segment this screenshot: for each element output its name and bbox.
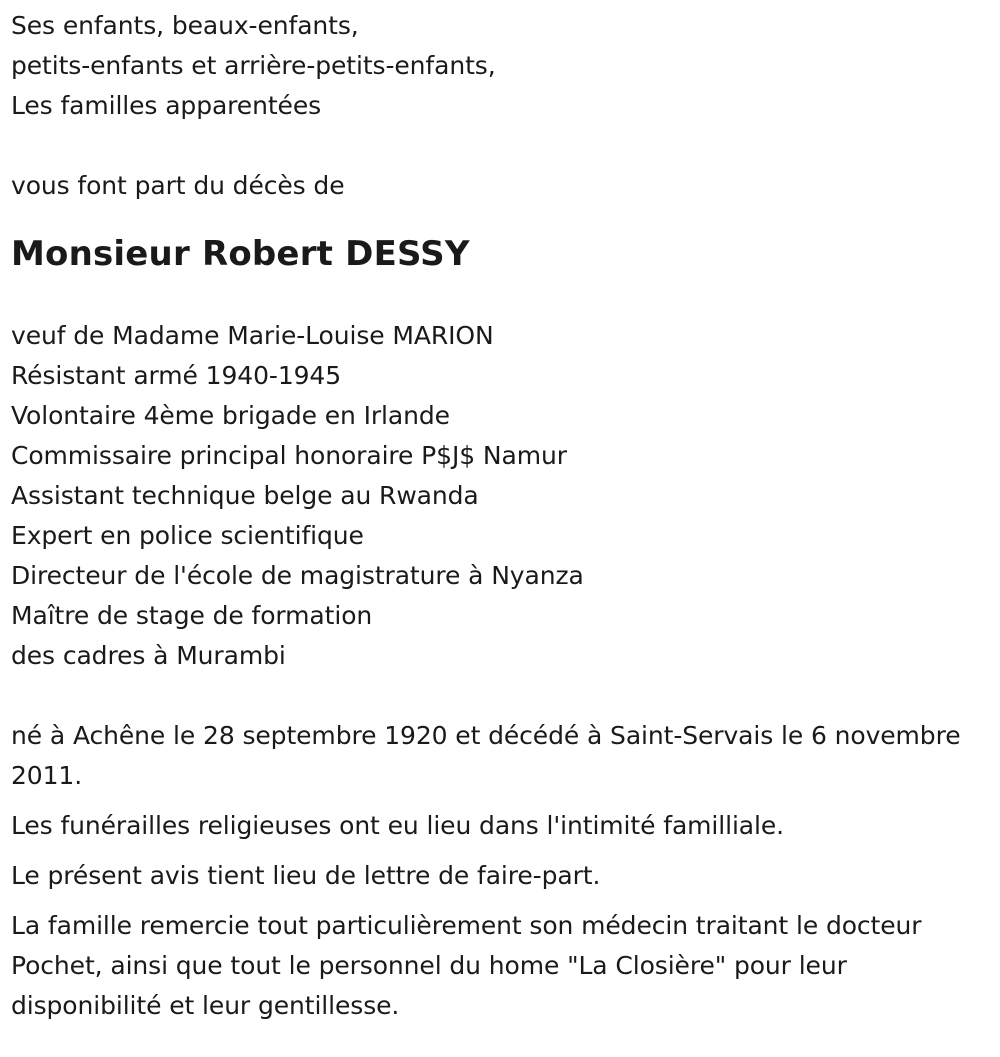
announcement-text: vous font part du décès de	[11, 171, 345, 200]
title-line: Maître de stage de formation	[11, 601, 373, 630]
titles-block	[11, 316, 981, 676]
obituary-notice	[11, 0, 981, 1026]
title-line: Commissaire principal honoraire P$J$ Namur	[11, 441, 567, 470]
details-block	[11, 716, 981, 1026]
announcers-block	[11, 6, 981, 126]
announcer-line: Les familles apparentées	[11, 91, 322, 120]
spacer	[11, 126, 981, 166]
thanks-paragraph: La famille remercie tout particulièrement son médecin traitant le docteur Pochet, ainsi que tout le personnel du home "La Closière" pour leur disponibilité et leur gentillesse.	[11, 911, 922, 1020]
birth-death-paragraph: né à Achêne le 28 septembre 1920 et décédé à Saint-Servais le 6 novembre 2011.	[11, 721, 961, 790]
title-line: Résistant armé 1940-1945	[11, 361, 342, 390]
title-line: Expert en police scientifique	[11, 521, 364, 550]
deceased-name: Monsieur Robert DESSY	[11, 234, 470, 274]
notice-paragraph: Le présent avis tient lieu de lettre de faire-part.	[11, 861, 601, 890]
title-line: Volontaire 4ème brigade en Irlande	[11, 401, 450, 430]
title-line: Directeur de l'école de magistrature à Nyanza	[11, 561, 584, 590]
title-line: des cadres à Murambi	[11, 641, 286, 670]
announcer-line: Ses enfants, beaux-enfants,	[11, 11, 359, 40]
announcer-line: petits-enfants et arrière-petits-enfants,	[11, 51, 496, 80]
title-line: veuf de Madame Marie-Louise MARION	[11, 321, 494, 350]
title-line: Assistant technique belge au Rwanda	[11, 481, 479, 510]
funeral-paragraph: Les funérailles religieuses ont eu lieu dans l'intimité familliale.	[11, 811, 784, 840]
